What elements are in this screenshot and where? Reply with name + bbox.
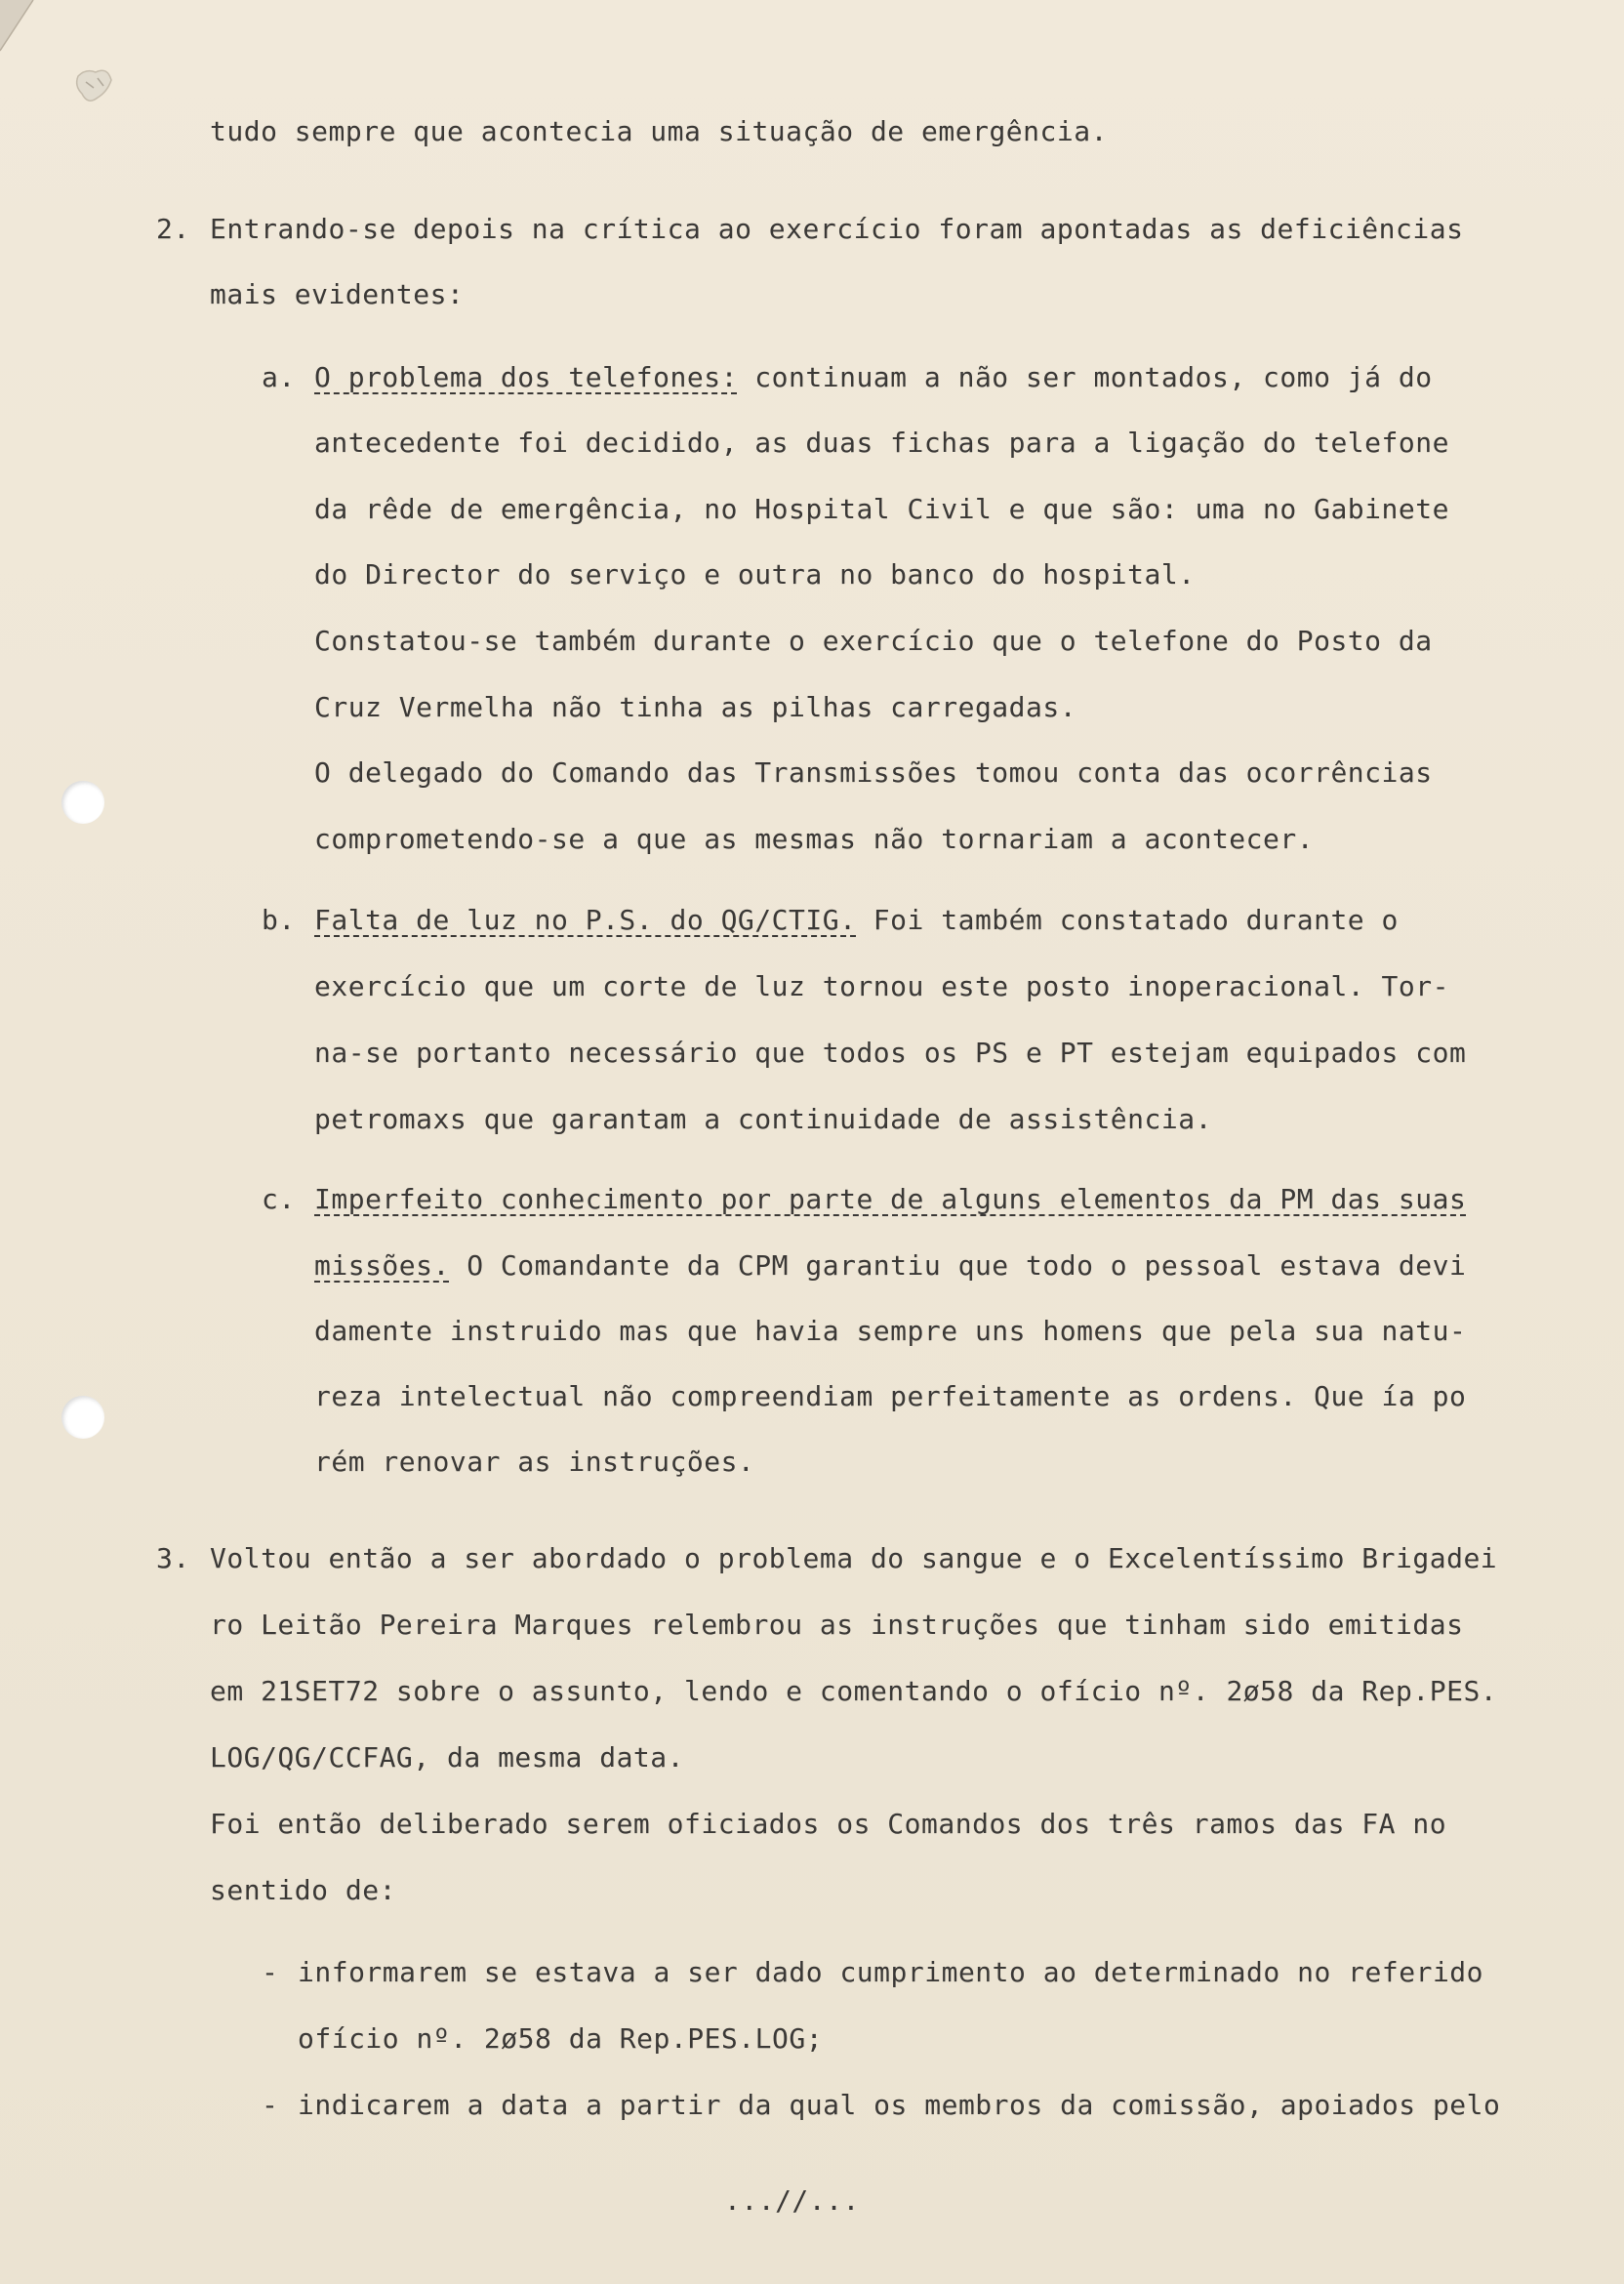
item-a-line-7: O delegado do Comando das Transmissões tomou conta das ocorrências xyxy=(314,756,1433,789)
dash-item-1-line-1: informarem se estava a ser dado cumprimento ao determinado no referido xyxy=(298,1956,1484,1988)
item-b-line-4: petromaxs que garantam a continuidade de assistência. xyxy=(314,1103,1212,1135)
item-c-heading-line-1: Imperfeito conhecimento por parte de alguns elementos da PM das suas xyxy=(314,1183,1467,1215)
item-3-line-2: ro Leitão Pereira Marques relembrou as instruções que tinham sido emitidas xyxy=(210,1609,1464,1641)
item-a-line-1 xyxy=(314,361,1433,394)
item-c-line-2-text: O Comandante da CPM garantiu que todo o pessoal estava devi xyxy=(449,1249,1467,1282)
dash-item-1-line-2: ofício nº. 2ø58 da Rep.PES.LOG; xyxy=(298,2022,824,2055)
item-3-line-4: LOG/QG/CCFAG, da mesma data. xyxy=(210,1741,685,1774)
item-2-line-2: mais evidentes: xyxy=(210,278,465,310)
item-3-line-1: Voltou então a ser abordado o problema do sangue e o Excelentíssimo Brigadei xyxy=(210,1542,1498,1574)
item-b-line-3: na-se portanto necessário que todos os PS e PT estejam equipados com xyxy=(314,1037,1467,1069)
dash-item-1-marker: - xyxy=(262,1956,279,1988)
item-b-heading: Falta de luz no P.S. do QG/CTIG. xyxy=(314,904,857,936)
item-a-line-2: antecedente foi decidido, as duas fichas para a ligação do telefone xyxy=(314,427,1449,459)
item-2-number: 2. xyxy=(156,213,190,245)
item-c-line-5: rém renovar as instruções. xyxy=(314,1446,755,1478)
item-c-line-2 xyxy=(314,1249,1466,1283)
item-a-line-5: Constatou-se também durante o exercício que o telefone do Posto da xyxy=(314,625,1433,657)
item-a-line-1-text: continuam a não ser montados, como já do xyxy=(737,361,1433,393)
item-3-line-6: sentido de: xyxy=(210,1874,396,1906)
dash-item-2-line-1: indicarem a data a partir da qual os membros da comissão, apoiados pelo xyxy=(298,2089,1501,2121)
item-a-label: a. xyxy=(262,361,296,393)
folded-corner xyxy=(0,0,39,59)
item-a-line-3: da rêde de emergência, no Hospital Civil e que são: uma no Gabinete xyxy=(314,493,1449,525)
item-a-line-4: do Director do serviço e outra no banco do hospital. xyxy=(314,558,1196,591)
item-3-line-3: em 21SET72 sobre o assunto, lendo e comentando o ofício nº. 2ø58 da Rep.PES. xyxy=(210,1675,1498,1707)
item-3-number: 3. xyxy=(156,1542,190,1574)
dash-item-2-marker: - xyxy=(262,2089,279,2121)
item-b-line-1 xyxy=(314,904,1399,937)
item-a-line-8: comprometendo-se a que as mesmas não tornariam a acontecer. xyxy=(314,823,1315,855)
item-c-label: c. xyxy=(262,1183,296,1215)
text-line-1: tudo sempre que acontecia uma situação de emergência. xyxy=(210,115,1108,147)
continuation-mark: ...//... xyxy=(724,2184,860,2217)
item-c-line-4: reza intelectual não compreendiam perfeitamente as ordens. Que ía po xyxy=(314,1380,1467,1412)
item-c-line-3: damente instruido mas que havia sempre uns homens que pela sua natu- xyxy=(314,1315,1467,1347)
punch-hole-top xyxy=(61,781,104,824)
item-3-line-5: Foi então deliberado serem oficiados os Comandos dos três ramos das FA no xyxy=(210,1808,1447,1840)
punch-hole-bottom xyxy=(61,1396,104,1439)
item-c-heading-end: missões. xyxy=(314,1249,450,1282)
item-a-line-6: Cruz Vermelha não tinha as pilhas carregadas. xyxy=(314,691,1077,723)
item-2-line-1: Entrando-se depois na crítica ao exercício foram apontadas as deficiências xyxy=(210,213,1464,245)
item-a-heading: O problema dos telefones: xyxy=(314,361,738,393)
item-b-line-2: exercício que um corte de luz tornou este posto inoperacional. Tor- xyxy=(314,970,1449,1002)
item-b-line-1-text: Foi também constatado durante o xyxy=(856,904,1399,936)
paper-tear-mark xyxy=(68,47,127,115)
item-b-label: b. xyxy=(262,904,296,936)
